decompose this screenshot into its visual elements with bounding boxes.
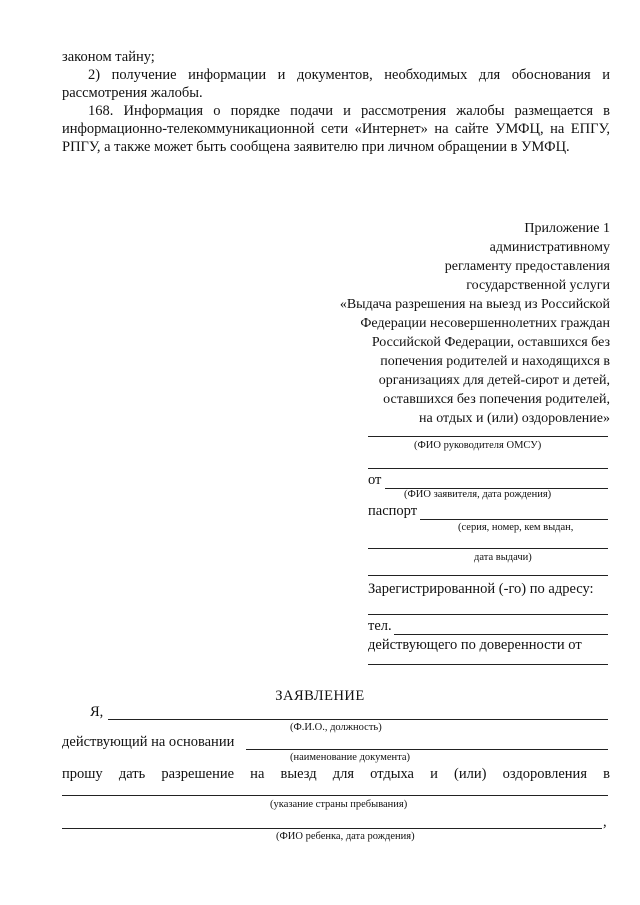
appendix-line: государственной услуги xyxy=(466,278,610,293)
body-line-1: законом тайну; xyxy=(62,49,155,65)
appendix-line: Российской Федерации, оставшихся без xyxy=(371,335,610,350)
proxy-field[interactable] xyxy=(368,664,608,665)
appendix-line: попечения родителей и находящихся в xyxy=(380,354,610,369)
body-item-2: 2) получение информации и документов, необходимых для обоснования и рассмотрения жалобы. xyxy=(62,67,610,101)
blank-line-1[interactable] xyxy=(368,468,608,469)
basis-field[interactable] xyxy=(246,749,608,750)
proxy-label: действующего по доверенности от xyxy=(368,637,582,653)
blank-line-2[interactable] xyxy=(368,575,608,576)
passport-field-2[interactable] xyxy=(368,548,608,549)
document-caption: (наименование документа) xyxy=(290,752,411,763)
appendix-line: Федерации несовершеннолетних граждан xyxy=(360,316,610,331)
appendix-block xyxy=(280,219,610,428)
child-field[interactable] xyxy=(62,828,602,829)
i-label: Я, xyxy=(90,704,104,720)
applicant-caption: (ФИО заявителя, дата рождения) xyxy=(404,489,552,500)
fio-field[interactable] xyxy=(108,719,608,720)
appendix-line: Приложение 1 xyxy=(524,221,610,236)
appendix-line: административному xyxy=(489,240,610,255)
request-text: прошу дать разрешение на выезд для отдыха и (или) оздоровления в xyxy=(62,766,610,782)
passport-field[interactable] xyxy=(420,519,608,520)
appendix-line: на отдых и (или) оздоровление» xyxy=(419,411,610,426)
from-label: от xyxy=(368,472,382,488)
statement-title: ЗАЯВЛЕНИЕ xyxy=(275,688,365,704)
appendix-line: «Выдача разрешения на выезд из Российской xyxy=(339,297,610,312)
address-field[interactable] xyxy=(368,614,608,615)
body-item-168: 168. Информация о порядке подачи и рассмотрения жалобы размещается в информационно-телекоммуникационной сети «Интернет» на сайте УМФЦ, на ЕПГУ, РПГУ, а также может быть сообщена заявителю при личном обращении в УМФЦ. xyxy=(62,103,610,155)
appendix-line: оставшихся без попечения родителей, xyxy=(383,392,610,407)
end-comma: , xyxy=(603,814,607,830)
basis-label: действующий на основании xyxy=(62,734,235,750)
fio-caption: (Ф.И.О., должность) xyxy=(290,722,382,733)
passport-label: паспорт xyxy=(368,503,418,519)
appendix-line: организациях для детей-сирот и детей, xyxy=(378,373,610,388)
registered-label: Зарегистрированной (-го) по адресу: xyxy=(368,581,594,597)
passport-caption: (серия, номер, кем выдан, xyxy=(458,522,574,533)
date-caption: дата выдачи) xyxy=(474,552,532,563)
country-caption: (указание страны пребывания) xyxy=(270,799,408,810)
omsu-head-field[interactable] xyxy=(368,436,608,437)
country-field[interactable] xyxy=(62,795,608,796)
phone-label: тел. xyxy=(368,618,392,634)
appendix-line: регламенту предоставления xyxy=(444,259,610,274)
child-caption: (ФИО ребенка, дата рождения) xyxy=(276,831,415,842)
phone-field[interactable] xyxy=(394,634,608,635)
omsu-caption: (ФИО руководителя ОМСУ) xyxy=(414,440,542,451)
